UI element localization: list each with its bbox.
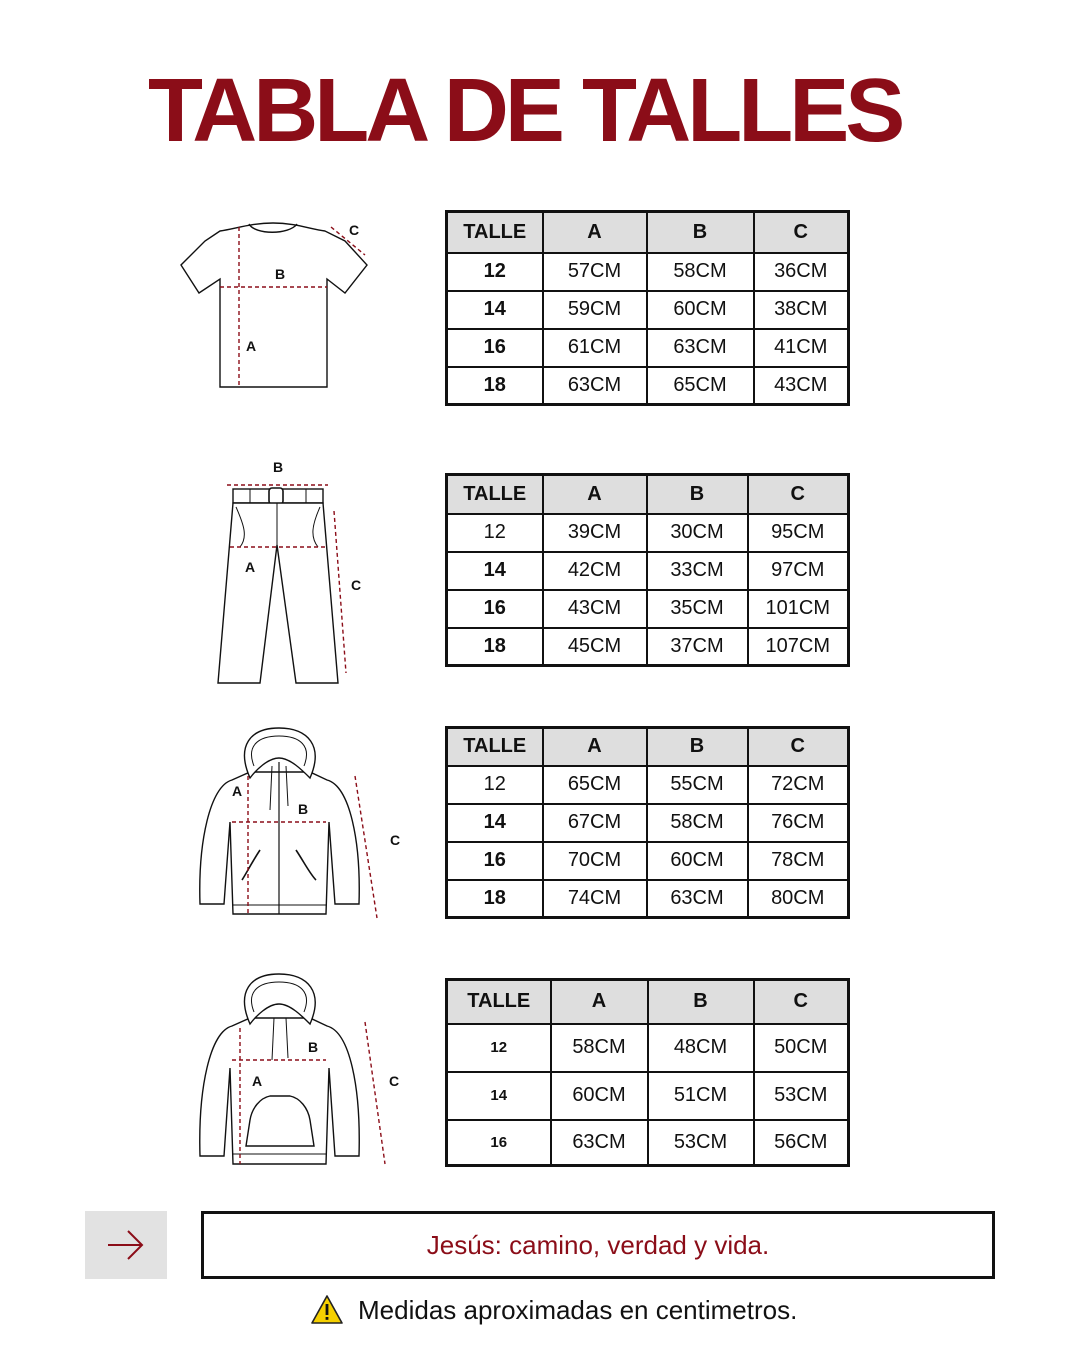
cell-c: 43CM [754, 367, 849, 405]
cell-b: 65CM [647, 367, 754, 405]
pants-label-c: C [351, 577, 362, 593]
table-row [447, 367, 849, 405]
table-row [447, 628, 849, 666]
cell-b: 30CM [647, 514, 748, 552]
talle-cell: 16 [447, 590, 543, 628]
cell-b: 58CM [647, 253, 754, 291]
talle-cell: 12 [447, 766, 543, 804]
cell-c: 38CM [754, 291, 849, 329]
pants-diagram [210, 455, 370, 690]
hoodie-diagram [190, 968, 410, 1173]
cell-c: 41CM [754, 329, 849, 367]
header-b: B [647, 475, 748, 514]
header-a: A [551, 980, 648, 1024]
table-row [447, 1024, 849, 1072]
page-title: TABLA DE TALLES [148, 61, 902, 161]
hoodie-label-b: B [308, 1039, 319, 1055]
cell-b: 37CM [647, 628, 748, 666]
table-row [447, 514, 849, 552]
cell-a: 39CM [543, 514, 647, 552]
arrow-right-icon [104, 1227, 148, 1263]
table-row [447, 842, 849, 880]
size-table-tshirt [445, 210, 850, 406]
cell-c: 53CM [754, 1072, 849, 1120]
talle-cell: 18 [447, 880, 543, 918]
header-c: C [748, 728, 849, 766]
cell-a: 63CM [543, 367, 647, 405]
cell-a: 60CM [551, 1072, 648, 1120]
header-talle: TALLE [447, 728, 543, 766]
pants-label-a: A [245, 559, 256, 575]
size-table-zip-hoodie [445, 726, 850, 919]
tshirt-label-a: A [246, 338, 257, 354]
cell-b: 60CM [647, 842, 748, 880]
cell-b: 35CM [647, 590, 748, 628]
table-row [447, 329, 849, 367]
size-table-hoodie [445, 978, 850, 1167]
zip-hoodie-label-b: B [298, 801, 309, 817]
talle-cell: 16 [447, 842, 543, 880]
table-row [447, 1072, 849, 1120]
cell-a: 45CM [543, 628, 647, 666]
cell-c: 80CM [748, 880, 849, 918]
zip-hoodie-diagram [190, 722, 410, 927]
table-row [447, 880, 849, 918]
header-talle: TALLE [447, 980, 551, 1024]
cell-a: 42CM [543, 552, 647, 590]
header-a: A [543, 212, 647, 253]
cell-b: 53CM [648, 1120, 754, 1166]
cell-b: 33CM [647, 552, 748, 590]
cell-a: 58CM [551, 1024, 648, 1072]
cell-b: 60CM [647, 291, 754, 329]
cell-a: 61CM [543, 329, 647, 367]
talle-cell: 14 [447, 1072, 551, 1120]
cell-b: 63CM [647, 329, 754, 367]
talle-cell: 12 [447, 514, 543, 552]
cell-c: 97CM [748, 552, 849, 590]
header-c: C [748, 475, 849, 514]
table-row [447, 766, 849, 804]
header-c: C [754, 980, 849, 1024]
header-b: B [647, 212, 754, 253]
cell-a: 67CM [543, 804, 647, 842]
cell-b: 58CM [647, 804, 748, 842]
table-row [447, 590, 849, 628]
motto-banner: Jesús: camino, verdad y vida. [201, 1211, 995, 1279]
header-a: A [543, 728, 647, 766]
talle-cell: 18 [447, 628, 543, 666]
zip-hoodie-label-a: A [232, 783, 243, 799]
table-row [447, 291, 849, 329]
cell-a: 59CM [543, 291, 647, 329]
cell-c: 101CM [748, 590, 849, 628]
cell-c: 107CM [748, 628, 849, 666]
hoodie-label-c: C [389, 1073, 400, 1089]
table-row [447, 253, 849, 291]
tshirt-diagram [175, 215, 375, 395]
talle-cell: 14 [447, 552, 543, 590]
header-b: B [648, 980, 754, 1024]
talle-cell: 14 [447, 291, 543, 329]
talle-cell: 12 [447, 1024, 551, 1072]
cell-c: 78CM [748, 842, 849, 880]
cell-c: 36CM [754, 253, 849, 291]
header-talle: TALLE [447, 475, 543, 514]
cell-b: 55CM [647, 766, 748, 804]
talle-cell: 18 [447, 367, 543, 405]
cell-c: 72CM [748, 766, 849, 804]
cell-a: 57CM [543, 253, 647, 291]
table-row [447, 1120, 849, 1166]
arrow-box[interactable] [85, 1211, 167, 1279]
cell-c: 50CM [754, 1024, 849, 1072]
cell-a: 43CM [543, 590, 647, 628]
warning-icon [310, 1294, 344, 1326]
talle-cell: 12 [447, 253, 543, 291]
measurement-note [310, 1290, 910, 1330]
pants-label-b: B [273, 459, 284, 475]
cell-a: 74CM [543, 880, 647, 918]
size-table-pants [445, 473, 850, 667]
cell-b: 63CM [647, 880, 748, 918]
note-text: Medidas aproximadas en centimetros. [358, 1294, 798, 1325]
talle-cell: 14 [447, 804, 543, 842]
tshirt-label-c: C [349, 222, 360, 238]
header-b: B [647, 728, 748, 766]
table-row [447, 552, 849, 590]
hoodie-label-a: A [252, 1073, 263, 1089]
cell-b: 51CM [648, 1072, 754, 1120]
header-talle: TALLE [447, 212, 543, 253]
table-row [447, 804, 849, 842]
cell-a: 63CM [551, 1120, 648, 1166]
cell-b: 48CM [648, 1024, 754, 1072]
cell-a: 65CM [543, 766, 647, 804]
cell-c: 95CM [748, 514, 849, 552]
cell-c: 76CM [748, 804, 849, 842]
zip-hoodie-label-c: C [390, 832, 401, 848]
talle-cell: 16 [447, 329, 543, 367]
header-a: A [543, 475, 647, 514]
cell-a: 70CM [543, 842, 647, 880]
talle-cell: 16 [447, 1120, 551, 1166]
header-c: C [754, 212, 849, 253]
tshirt-label-b: B [275, 266, 286, 282]
cell-c: 56CM [754, 1120, 849, 1166]
